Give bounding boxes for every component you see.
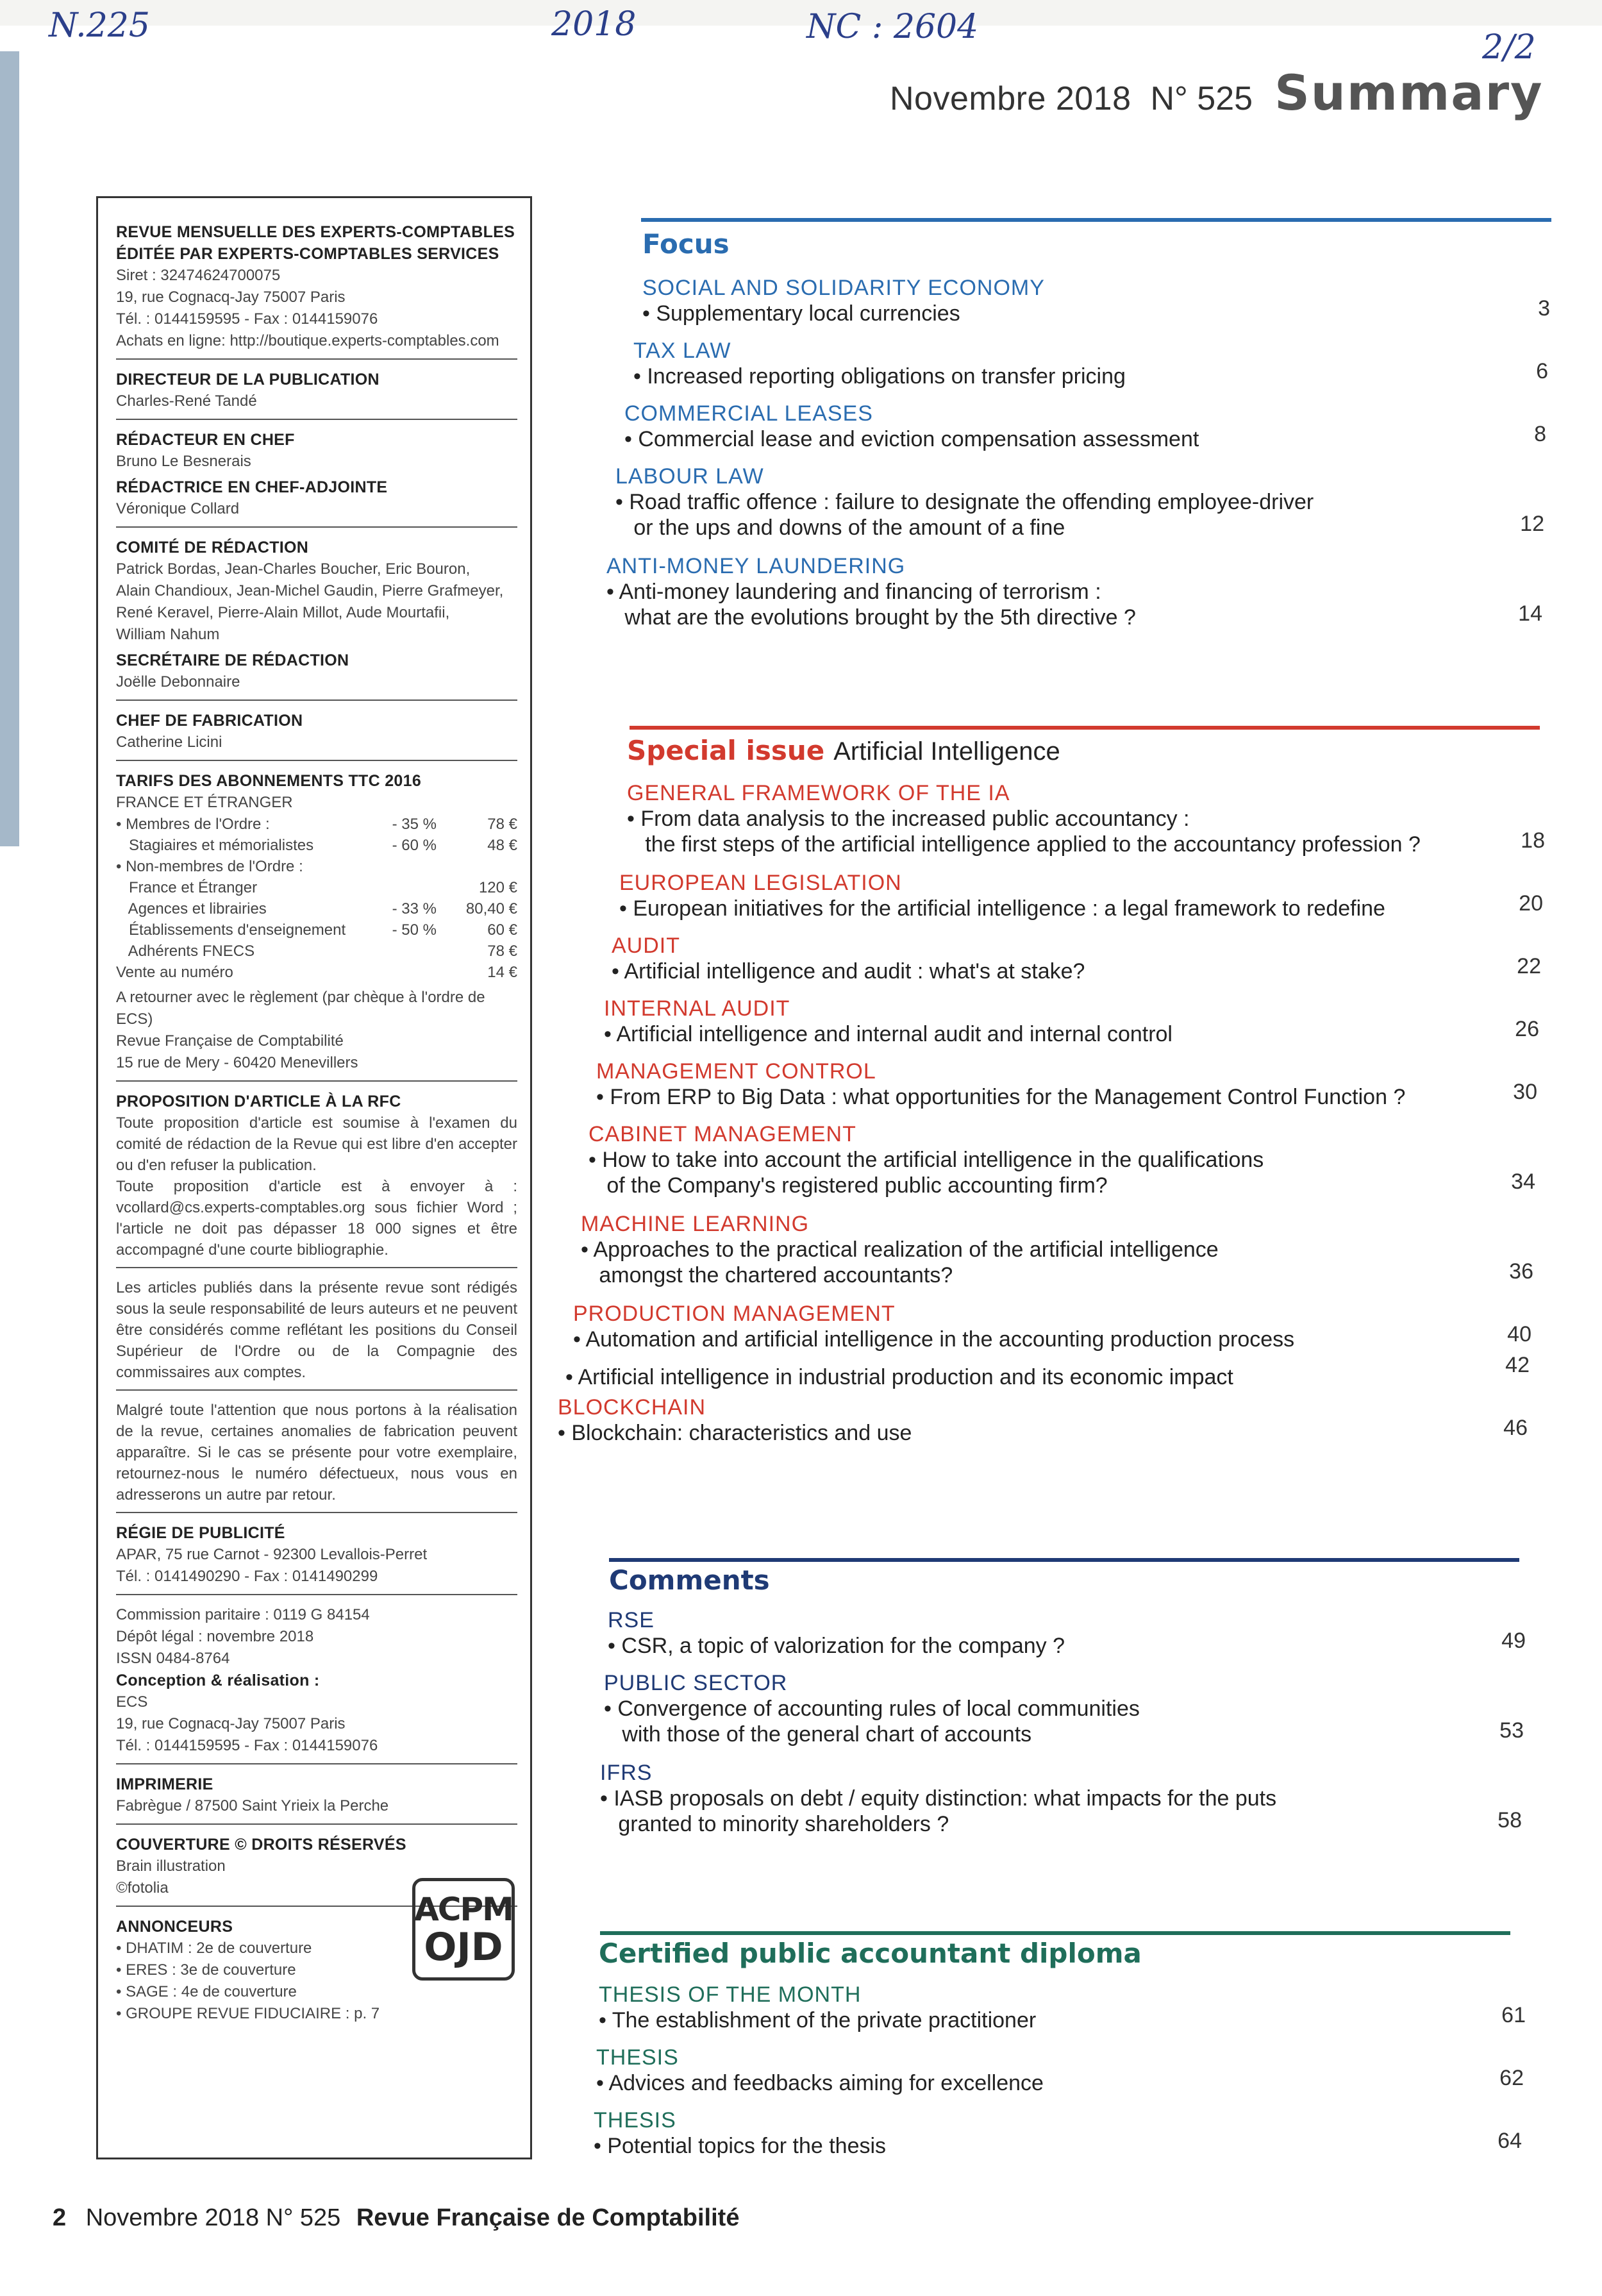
rate-label: Vente au numéro <box>116 964 233 981</box>
disclaimer-text: Les articles publiés dans la présente revue sont rédigés sous la seule responsabilité de leurs auteurs et ne peuvent être considérés comme reflétant les positions du Conseil Supérieur de l'Ordre ou de la Compagnie des commissaires aux comptes. <box>116 1279 517 1381</box>
toc-page-number: 12 <box>1520 512 1544 536</box>
rate-row <box>116 898 517 919</box>
toc-page-number: 61 <box>1501 2003 1526 2027</box>
toc-page-number: 20 <box>1519 891 1543 916</box>
toc-article-title: • European initiatives for the artificial intelligence : a legal framework to redefine <box>619 896 1385 921</box>
section-rule <box>641 218 1551 222</box>
rate-price: 78 € <box>487 816 517 833</box>
secretary-name: Joëlle Debonnaire <box>116 673 240 691</box>
rate-label: Agences et librairies <box>116 900 267 918</box>
publisher-line: Achats en ligne: http://boutique.experts-comptables.com <box>116 332 499 349</box>
return-line: 15 rue de Mery - 60420 Menevillers <box>116 1054 358 1071</box>
proposal-heading: PROPOSITION D'ARTICLE À LA RFC <box>116 1093 401 1110</box>
toc-article-title: • Approaches to the practical realization of the artificial intelligence <box>581 1237 1219 1262</box>
toc-category: LABOUR LAW <box>615 464 764 489</box>
toc-page-number: 6 <box>1536 359 1548 383</box>
rate-discount: - 35 % <box>392 816 437 833</box>
proposal-text: Toute proposition d'article est soumise à l'examen du comité de rédaction de la Revue qui est libre d'en accepter ou d'en refuser la publication. <box>116 1114 517 1174</box>
toc-category: PUBLIC SECTOR <box>604 1671 788 1695</box>
handwritten-note: 2/2 <box>1482 28 1536 67</box>
toc-article-title: • How to take into account the artificial intelligence in the qualifications <box>588 1148 1264 1172</box>
rates-table <box>116 814 517 983</box>
rate-label: • Non-membres de l'Ordre : <box>116 858 303 875</box>
rate-row <box>116 962 517 983</box>
cover-line: Brain illustration <box>116 1857 226 1875</box>
section-title-text: Special issue <box>627 735 825 766</box>
production-section <box>116 706 517 761</box>
toc-entry <box>604 996 1172 1047</box>
toc-page-number: 62 <box>1499 2066 1524 2090</box>
printer-section <box>116 1770 517 1825</box>
rate-label: Adhérents FNECS <box>116 943 255 960</box>
toc-page-number: 64 <box>1498 2129 1522 2153</box>
rate-discount: - 33 % <box>392 900 437 918</box>
toc-article-title: the first steps of the artificial intelligence applied to the accountancy profession ? <box>627 832 1421 857</box>
toc-article-title: • Artificial intelligence and internal audit and internal control <box>604 1022 1172 1046</box>
page-header <box>890 64 1544 121</box>
legal-section <box>116 1600 517 1764</box>
toc-category: CABINET MANAGEMENT <box>588 1122 856 1146</box>
toc-entry <box>627 781 1421 857</box>
rate-price: 14 € <box>487 964 517 981</box>
advertiser-line: • DHATIM : 2e de couverture <box>116 1940 312 1957</box>
toc-category: THESIS OF THE MONTH <box>599 1982 862 2007</box>
production-heading: CHEF DE FABRICATION <box>116 712 303 730</box>
advertising-line: Tél. : 0141490290 - Fax : 0141490299 <box>116 1568 378 1585</box>
advertising-line: APAR, 75 rue Carnot - 92300 Levallois-Perret <box>116 1546 428 1563</box>
toc-article-title: granted to minority shareholders ? <box>600 1812 949 1836</box>
toc-category: IFRS <box>600 1761 653 1785</box>
advertiser-line: • ERES : 3e de couverture <box>116 1961 296 1979</box>
proposal-section <box>116 1087 517 1268</box>
printer-heading: IMPRIMERIE <box>116 1775 213 1793</box>
rates-subheading: FRANCE ET ÉTRANGER <box>116 794 293 811</box>
top-strip <box>0 0 1602 26</box>
toc-page-number: 40 <box>1507 1322 1531 1346</box>
toc-page-number: 36 <box>1509 1259 1533 1284</box>
committee-line: Patrick Bordas, Jean-Charles Boucher, Eric Bouron, <box>116 560 471 578</box>
toc-entry <box>573 1302 1294 1352</box>
editor-section <box>116 425 517 528</box>
toc-article-title: • Artificial intelligence in industrial production and its economic impact <box>565 1365 1233 1389</box>
toc-article-title: what are the evolutions brought by the 5th directive ? <box>606 605 1136 630</box>
toc-article-title: • Increased reporting obligations on transfer pricing <box>633 364 1126 389</box>
toc-article-title: or the ups and downs of the amount of a fine <box>615 515 1065 540</box>
rate-discount <box>366 856 437 877</box>
rate-row <box>116 941 517 962</box>
deputy-editor-name: Véronique Collard <box>116 500 240 517</box>
toc-article-title: amongst the chartered accountants? <box>581 1263 953 1287</box>
rate-price: 60 € <box>487 921 517 939</box>
editor-heading: RÉDACTEUR EN CHEF <box>116 431 295 449</box>
toc-article-title: • Automation and artificial intelligence in the accounting production process <box>573 1327 1295 1352</box>
footer-date: Novembre 2018 <box>85 2204 260 2231</box>
page-footer <box>53 2204 739 2232</box>
defect-section <box>116 1396 517 1513</box>
rate-row <box>116 814 517 835</box>
toc-entry <box>606 554 1136 630</box>
toc-entry <box>599 1982 1036 2033</box>
toc-category: THESIS <box>594 2108 676 2133</box>
handwritten-note: 2018 <box>551 5 637 44</box>
deputy-editor-heading: RÉDACTRICE EN CHEF-ADJOINTE <box>116 478 388 496</box>
section-subtitle: Artificial Intelligence <box>833 737 1060 766</box>
defect-text: Malgré toute l'attention que nous portons à la réalisation de la revue, certaines anomalies de fabrication peuvent apparaître. Si le cas se présente pour votre exemplaire, retournez-nous le numéro défectueux, nous vous en adresserons un autre par retour. <box>116 1402 517 1504</box>
toc-article-title: • Anti-money laundering and financing of terrorism : <box>606 580 1101 604</box>
rates-section <box>116 766 517 1082</box>
page-edge <box>0 51 19 846</box>
toc-page-number: 30 <box>1513 1080 1537 1104</box>
toc-category: RSE <box>608 1608 655 1632</box>
section-title-text: Focus <box>642 228 730 260</box>
rate-discount: - 50 % <box>392 921 437 939</box>
toc-category: SOCIAL AND SOLIDARITY ECONOMY <box>642 276 1045 300</box>
section-title <box>642 228 730 260</box>
return-line: A retourner avec le règlement (par chèque à l'ordre de ECS) <box>116 989 485 1028</box>
handwritten-note: N.225 <box>49 6 150 45</box>
design-line: 19, rue Cognacq-Jay 75007 Paris <box>116 1715 346 1732</box>
toc-category: ANTI-MONEY LAUNDERING <box>606 554 906 578</box>
toc-article-title: • From data analysis to the increased public accountancy : <box>627 807 1190 831</box>
toc-category: COMMERCIAL LEASES <box>624 401 873 426</box>
publisher-section <box>116 217 517 360</box>
legal-line: ISSN 0484-8764 <box>116 1650 230 1667</box>
toc-category: GENERAL FRAMEWORK OF THE IA <box>627 781 1010 805</box>
toc-page-number: 14 <box>1518 601 1542 626</box>
publisher-line: Siret : 32474624700075 <box>116 267 281 284</box>
toc-category: EUROPEAN LEGISLATION <box>619 871 902 895</box>
toc-entry <box>596 2045 1044 2096</box>
toc-article-title: • IASB proposals on debt / equity distinction: what impacts for the puts <box>600 1786 1277 1811</box>
toc-article-title: • Blockchain: characteristics and use <box>558 1421 912 1445</box>
header-date: Novembre 2018 <box>890 80 1131 117</box>
return-line: Revue Française de Comptabilité <box>116 1032 344 1050</box>
toc-entry <box>600 1761 1276 1837</box>
rate-label: • Membres de l'Ordre : <box>116 816 270 833</box>
rate-price <box>437 856 517 877</box>
toc-article-title: of the Company's registered public accounting firm? <box>588 1173 1108 1198</box>
legal-line: Commission paritaire : 0119 G 84154 <box>116 1606 370 1623</box>
toc-entry <box>615 464 1314 540</box>
rate-row <box>116 919 517 941</box>
footer-issue: N° 525 <box>265 2204 341 2231</box>
toc-entry <box>581 1212 1219 1288</box>
toc-article-title: • Supplementary local currencies <box>642 301 960 326</box>
advertising-section <box>116 1518 517 1595</box>
toc-entry <box>596 1059 1405 1110</box>
advertising-heading: RÉGIE DE PUBLICITÉ <box>116 1524 285 1542</box>
toc-page-number: 8 <box>1534 422 1546 446</box>
section-title-text: Comments <box>609 1564 770 1596</box>
toc-article-title: • The establishment of the private practitioner <box>599 2008 1037 2032</box>
section-title <box>599 1938 1142 1969</box>
production-name: Catherine Licini <box>116 733 222 751</box>
legal-line: Dépôt légal : novembre 2018 <box>116 1628 314 1645</box>
advertiser-line: • GROUPE REVUE FIDUCIAIRE : p. 7 <box>116 2005 380 2022</box>
rate-price: 48 € <box>487 837 517 854</box>
director-heading: DIRECTEUR DE LA PUBLICATION <box>116 371 380 389</box>
section-rule <box>600 1931 1510 1935</box>
section-rule <box>630 726 1540 730</box>
design-heading: Conception & réalisation : <box>116 1672 320 1689</box>
toc-article-title: with those of the general chart of accounts <box>604 1722 1032 1747</box>
committee-line: Alain Chandioux, Jean-Michel Gaudin, Pierre Grafmeyer, <box>116 582 504 599</box>
section-rule <box>609 1558 1519 1562</box>
toc-page-number: 46 <box>1503 1416 1528 1440</box>
disclaimer-section <box>116 1273 517 1391</box>
toc-entry <box>624 401 1199 452</box>
rate-row <box>116 856 517 877</box>
rate-price: 80,40 € <box>465 900 517 918</box>
page-title: Summary <box>1274 64 1544 121</box>
toc-page-number: 49 <box>1501 1629 1526 1653</box>
toc-page-number: 34 <box>1511 1169 1535 1194</box>
director-name: Charles-René Tandé <box>116 392 257 410</box>
toc-category: MACHINE LEARNING <box>581 1212 810 1236</box>
toc-article-title: • Road traffic offence : failure to designate the offending employee-driver <box>615 490 1314 514</box>
toc-entry <box>558 1395 912 1446</box>
publisher-heading: ÉDITÉE PAR EXPERTS-COMPTABLES SERVICES <box>116 245 499 263</box>
cover-heading: COUVERTURE © DROITS RÉSERVÉS <box>116 1836 406 1854</box>
rate-discount: - 60 % <box>392 837 437 854</box>
toc-entry <box>565 1364 1233 1390</box>
rate-price: 120 € <box>478 879 517 896</box>
acpm-ojd-logo <box>412 1878 515 1981</box>
rate-label: Établissements d'enseignement <box>116 921 346 939</box>
toc-entry <box>619 871 1385 921</box>
header-issue: N° 525 <box>1150 80 1253 117</box>
rate-discount <box>366 962 437 983</box>
rate-label: France et Étranger <box>116 879 258 896</box>
publisher-heading: REVUE MENSUELLE DES EXPERTS-COMPTABLES <box>116 223 515 241</box>
toc-entry <box>642 276 1045 326</box>
committee-heading: COMITÉ DE RÉDACTION <box>116 539 309 557</box>
footer-journal-title: Revue Française de Comptabilité <box>356 2204 740 2231</box>
toc-article-title: • From ERP to Big Data : what opportunities for the Management Control Function ? <box>596 1085 1406 1109</box>
toc-page-number: 3 <box>1538 296 1550 321</box>
toc-entry <box>608 1608 1065 1659</box>
section-title <box>609 1564 770 1596</box>
toc-category: AUDIT <box>612 934 680 958</box>
rate-row <box>116 877 517 898</box>
editor-name: Bruno Le Besnerais <box>116 453 251 470</box>
printer-line: Fabrègue / 87500 Saint Yrieix la Perche <box>116 1797 389 1814</box>
toc-page-number: 53 <box>1499 1718 1524 1743</box>
toc-page-number: 22 <box>1517 954 1541 978</box>
cover-line: ©fotolia <box>116 1879 169 1897</box>
toc-entry <box>588 1122 1264 1198</box>
toc-category: THESIS <box>596 2045 679 2070</box>
toc-category: TAX LAW <box>633 339 731 363</box>
toc-entry <box>612 934 1085 984</box>
rate-discount <box>366 941 437 962</box>
secretary-heading: SECRÉTAIRE DE RÉDACTION <box>116 651 349 669</box>
toc-category: MANAGEMENT CONTROL <box>596 1059 876 1084</box>
rates-heading: TARIFS DES ABONNEMENTS TTC 2016 <box>116 772 422 790</box>
toc-entry <box>604 1671 1140 1747</box>
logo-text: ACPM <box>414 1891 513 1928</box>
committee-line: René Keravel, Pierre-Alain Millot, Aude Mourtafii, <box>116 604 450 621</box>
toc-category: BLOCKCHAIN <box>558 1395 706 1420</box>
toc-article-title: • Convergence of accounting rules of local communities <box>604 1697 1140 1721</box>
rate-label: Stagiaires et mémorialistes <box>116 837 314 854</box>
rate-row <box>116 835 517 856</box>
design-line: ECS <box>116 1693 148 1711</box>
director-section <box>116 365 517 420</box>
publisher-line: 19, rue Cognacq-Jay 75007 Paris <box>116 289 346 306</box>
toc-entry <box>594 2108 886 2159</box>
section-title-text: Certified public accountant diploma <box>599 1938 1142 1969</box>
masthead-box <box>96 196 532 2159</box>
advertisers-heading: ANNONCEURS <box>116 1918 233 1936</box>
proposal-text: Toute proposition d'article est à envoyer à : vcollard@cs.experts-comptables.org sous fichier Word ; l'article ne doit pas dépasser 18 000 signes et être accompagné d'une courte bibliographie. <box>116 1178 517 1259</box>
design-line: Tél. : 0144159595 - Fax : 0144159076 <box>116 1737 378 1754</box>
logo-text: OJD <box>424 1925 503 1970</box>
toc-page-number: 58 <box>1498 1808 1522 1832</box>
toc-article-title: • Advices and feedbacks aiming for excellence <box>596 2071 1044 2095</box>
toc-article-title: • Artificial intelligence and audit : what's at stake? <box>612 959 1085 984</box>
toc-article-title: • Potential topics for the thesis <box>594 2134 887 2158</box>
publisher-line: Tél. : 0144159595 - Fax : 0144159076 <box>116 310 378 328</box>
committee-line: William Nahum <box>116 626 220 643</box>
footer-page-number: 2 <box>53 2204 67 2231</box>
toc-page-number: 42 <box>1505 1353 1530 1377</box>
toc-category: INTERNAL AUDIT <box>604 996 790 1021</box>
rate-price: 78 € <box>487 943 517 960</box>
section-title <box>627 735 1060 766</box>
committee-section <box>116 533 517 701</box>
toc-page-number: 18 <box>1521 828 1545 853</box>
toc-category: PRODUCTION MANAGEMENT <box>573 1302 896 1326</box>
rate-discount <box>366 877 437 898</box>
handwritten-note: NC : 2604 <box>806 8 979 46</box>
toc-entry <box>633 339 1126 389</box>
toc-page-number: 26 <box>1515 1017 1539 1041</box>
advertiser-line: • SAGE : 4e de couverture <box>116 1983 297 2000</box>
toc-article-title: • CSR, a topic of valorization for the company ? <box>608 1634 1065 1658</box>
toc-article-title: • Commercial lease and eviction compensation assessment <box>624 427 1199 451</box>
